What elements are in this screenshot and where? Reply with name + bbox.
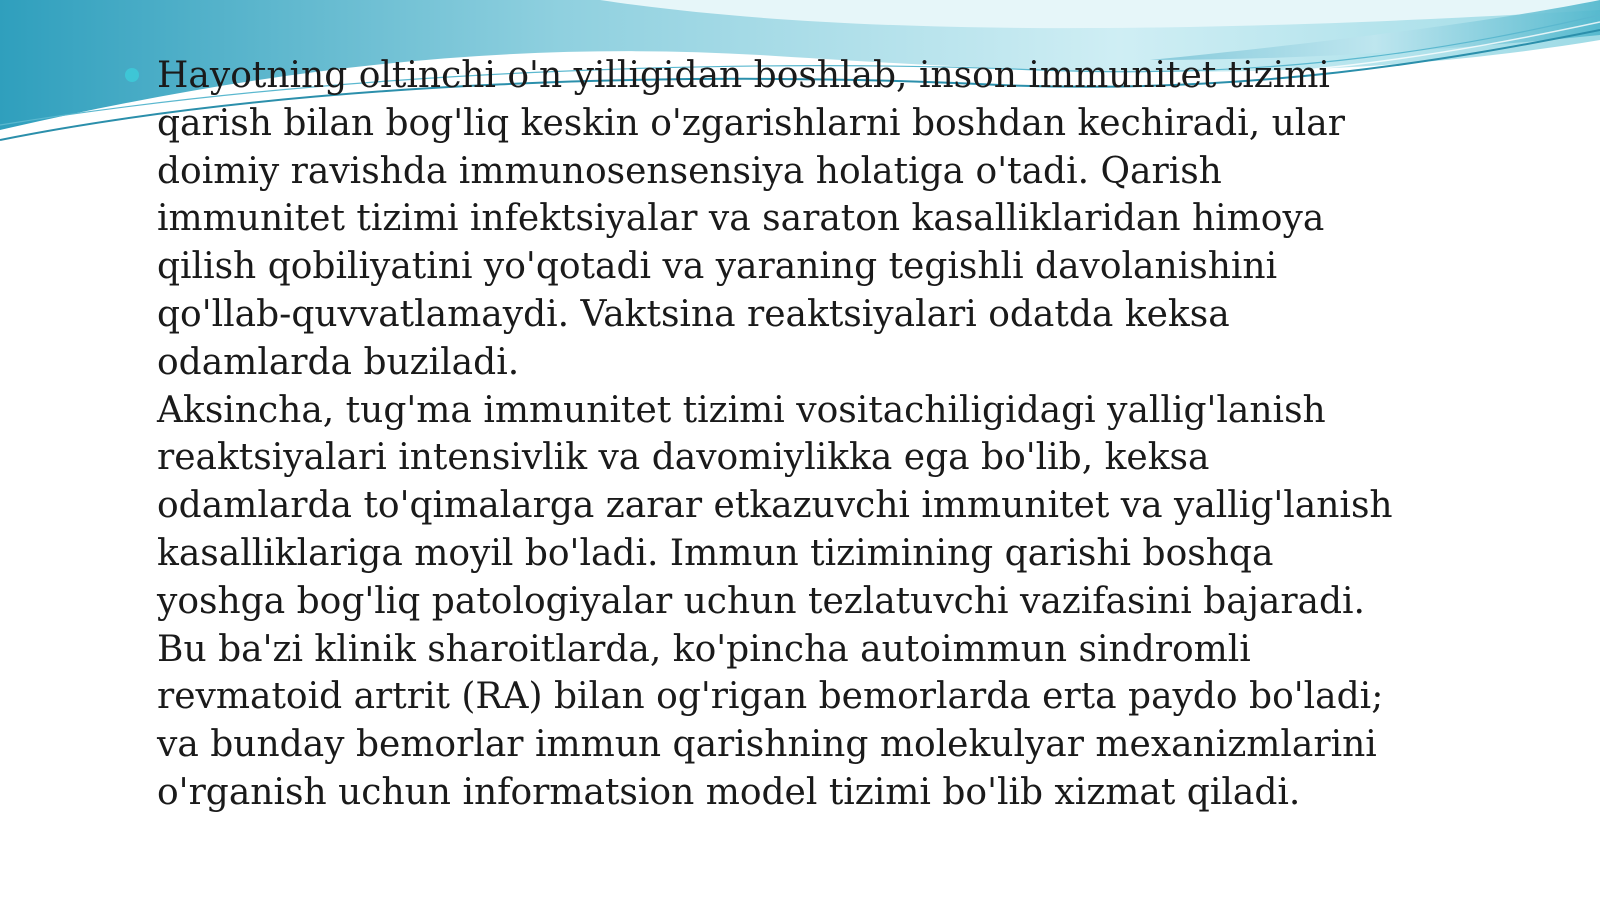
text-line: qarish bilan bog'liq keskin o'zgarishlarni boshdan kechiradi, ular	[157, 102, 1345, 144]
text-line: Hayotning oltinchi o'n yilligidan boshlab, inson immunitet tizimi	[157, 55, 1330, 96]
bullet-item	[125, 52, 1475, 817]
text-line: doimiy ravishda immunosensensiya holatiga o'tadi. Qarish	[157, 150, 1222, 192]
text-line: yoshga bog'liq patologiyalar uchun tezlatuvchi vazifasini bajaradi.	[157, 580, 1365, 622]
text-line: qo'llab-quvvatlamaydi. Vaktsina reaktsiyalari odatda keksa	[157, 293, 1230, 335]
text-line: Bu ba'zi klinik sharoitlarda, ko'pincha autoimmun sindromli	[157, 628, 1251, 670]
bullet-icon	[125, 68, 139, 82]
text-line: revmatoid artrit (RA) bilan og'rigan bemorlarda erta paydo bo'ladi;	[157, 676, 1384, 718]
text-line: o'rganish uchun informatsion model tizimi bo'lib xizmat qiladi.	[157, 771, 1301, 813]
content-area	[125, 52, 1475, 817]
paragraph-text	[157, 52, 1393, 817]
text-line: odamlarda buziladi.	[157, 341, 520, 383]
text-line: qilish qobiliyatini yo'qotadi va yaraning tegishli davolanishini	[157, 246, 1278, 288]
text-line: reaktsiyalari intensivlik va davomiylikka ega bo'lib, keksa	[157, 437, 1210, 479]
text-line: odamlarda to'qimalarga zarar etkazuvchi immunitet va yallig'lanish	[157, 485, 1393, 527]
text-line: kasalliklariga moyil bo'ladi. Immun tizimining qarishi boshqa	[157, 532, 1274, 574]
text-line: Aksincha, tug'ma immunitet tizimi vositachiligidagi yallig'lanish	[157, 389, 1326, 431]
text-line: va bunday bemorlar immun qarishning molekulyar mexanizmlarini	[157, 724, 1377, 766]
text-line: immunitet tizimi infektsiyalar va saraton kasalliklaridan himoya	[157, 198, 1325, 240]
